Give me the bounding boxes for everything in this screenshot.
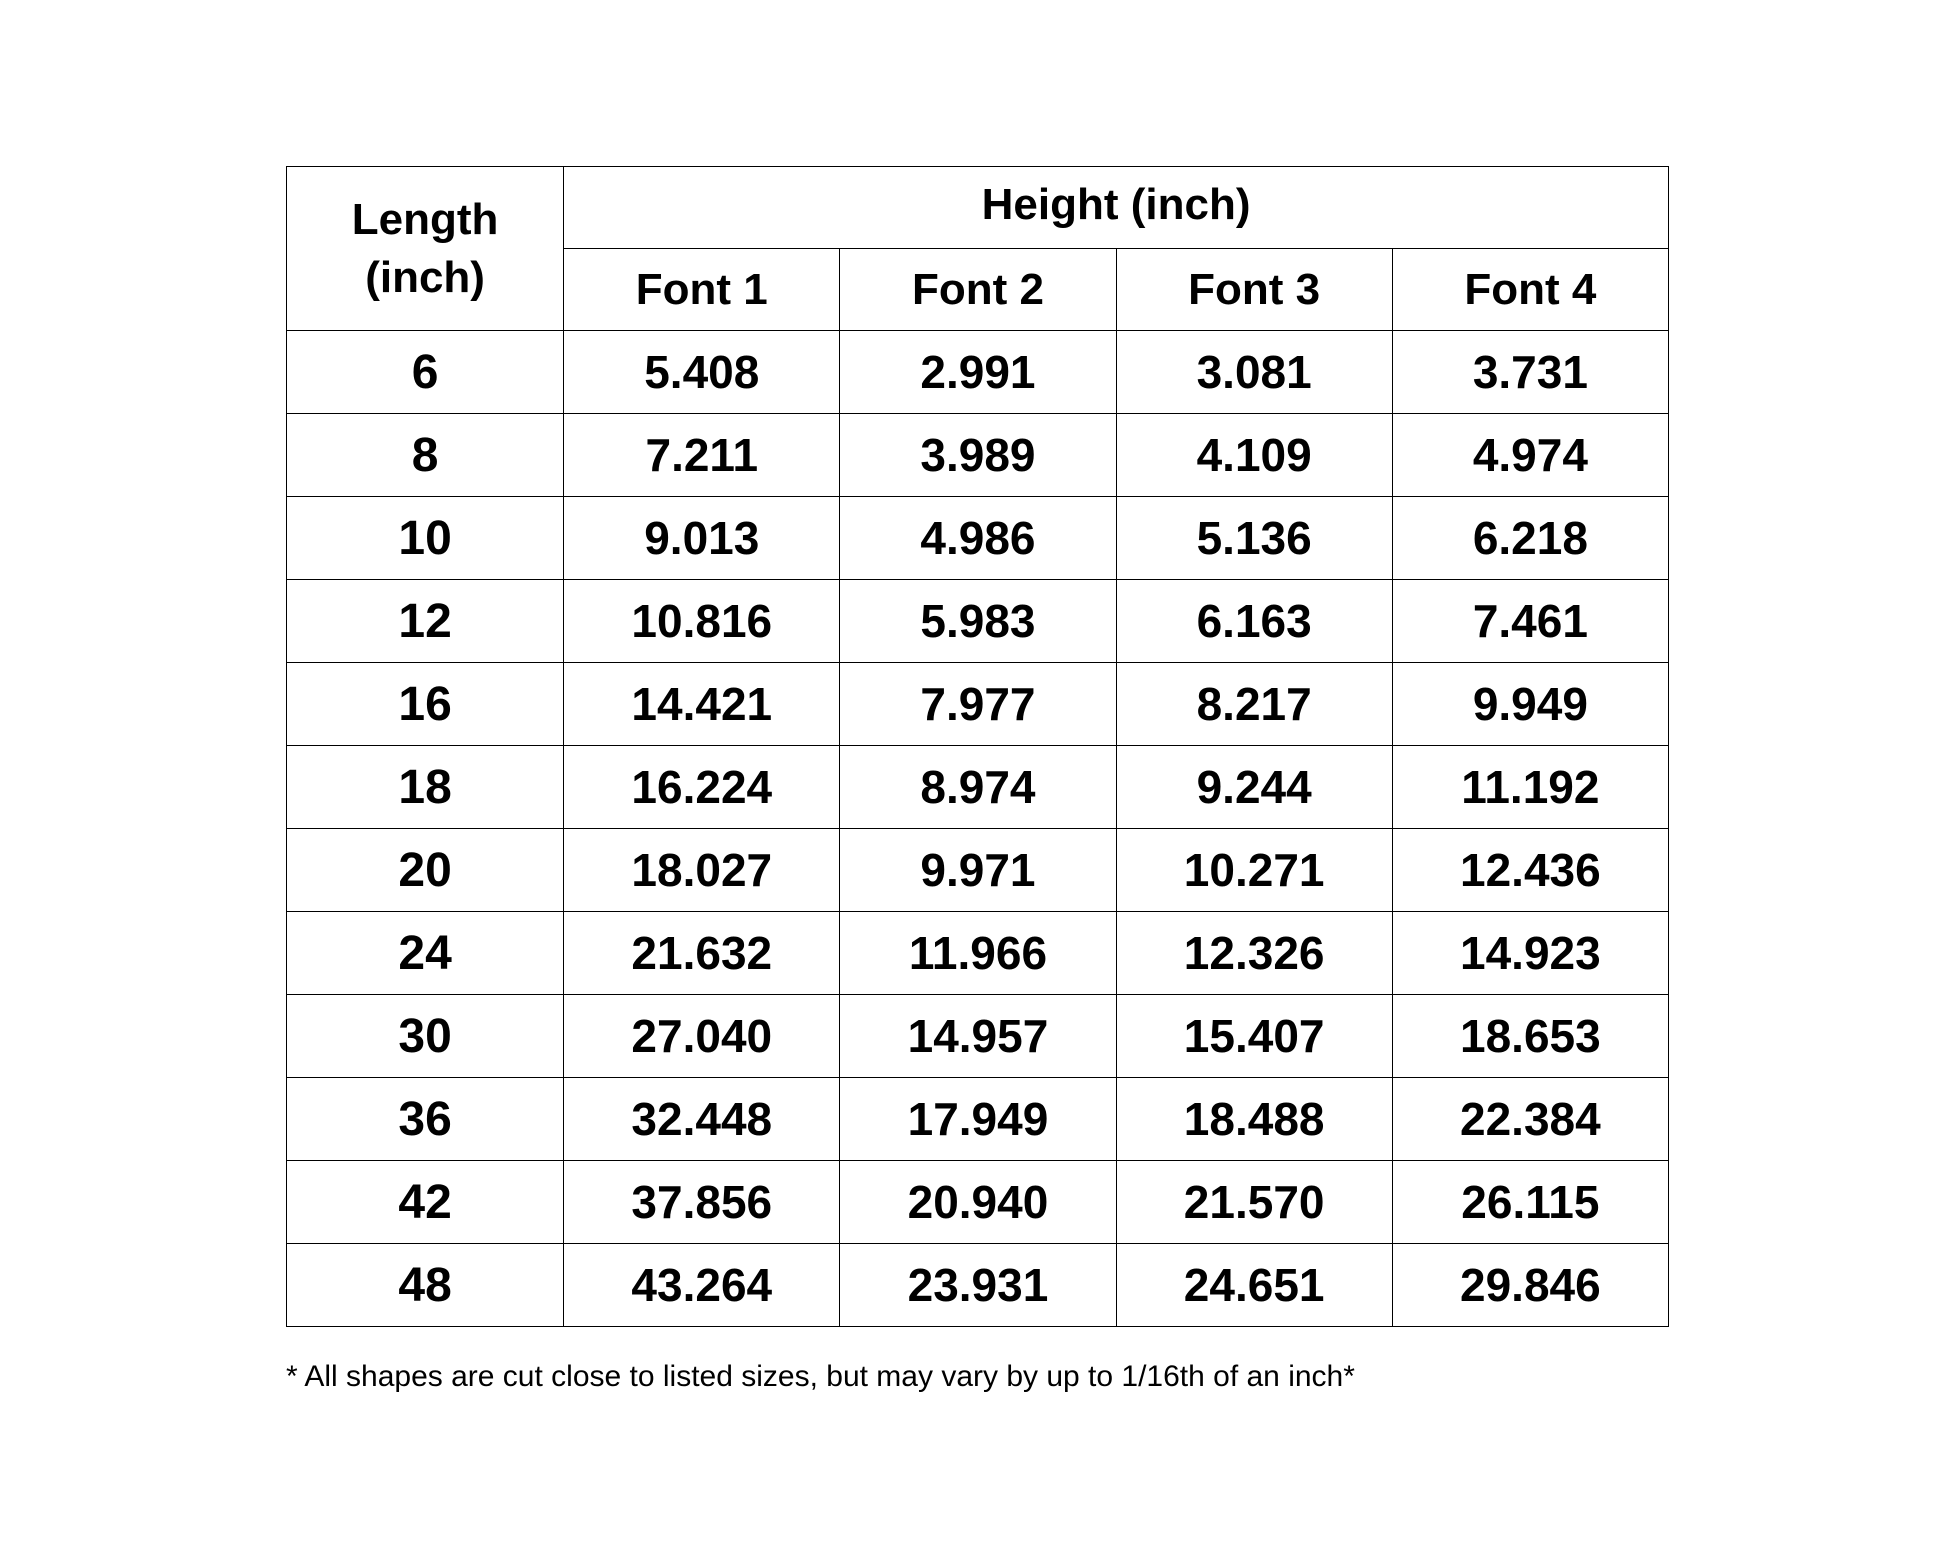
font-1-cell: 37.856 — [564, 1161, 840, 1244]
font-4-header: Font 4 — [1392, 249, 1668, 331]
font-1-cell: 21.632 — [564, 912, 840, 995]
table-row — [287, 497, 1669, 580]
font-3-cell: 15.407 — [1116, 995, 1392, 1078]
font-3-cell: 18.488 — [1116, 1078, 1392, 1161]
font-3-cell: 3.081 — [1116, 331, 1392, 414]
length-cell: 24 — [287, 912, 564, 995]
table-row — [287, 995, 1669, 1078]
font-2-cell: 3.989 — [840, 414, 1116, 497]
font-4-cell: 12.436 — [1392, 829, 1668, 912]
table-row — [287, 912, 1669, 995]
length-cell: 6 — [287, 331, 564, 414]
header-row-top — [287, 167, 1669, 249]
length-header-line-1: Length — [351, 194, 499, 244]
table-row — [287, 746, 1669, 829]
font-2-cell: 2.991 — [840, 331, 1116, 414]
font-2-cell: 8.974 — [840, 746, 1116, 829]
length-cell: 20 — [287, 829, 564, 912]
table-row — [287, 829, 1669, 912]
font-4-cell: 14.923 — [1392, 912, 1668, 995]
font-2-header: Font 2 — [840, 249, 1116, 331]
table-row — [287, 414, 1669, 497]
table-row — [287, 1078, 1669, 1161]
font-3-cell: 4.109 — [1116, 414, 1392, 497]
font-3-cell: 8.217 — [1116, 663, 1392, 746]
size-chart-table — [286, 166, 1669, 1327]
font-1-cell: 14.421 — [564, 663, 840, 746]
font-2-cell: 9.971 — [840, 829, 1116, 912]
length-cell: 36 — [287, 1078, 564, 1161]
font-4-cell: 18.653 — [1392, 995, 1668, 1078]
table-row — [287, 1161, 1669, 1244]
table-header — [287, 167, 1669, 331]
font-2-cell: 4.986 — [840, 497, 1116, 580]
font-2-cell: 5.983 — [840, 580, 1116, 663]
font-2-cell: 17.949 — [840, 1078, 1116, 1161]
font-1-cell: 7.211 — [564, 414, 840, 497]
font-1-cell: 9.013 — [564, 497, 840, 580]
table-row — [287, 580, 1669, 663]
font-4-cell: 29.846 — [1392, 1244, 1668, 1327]
font-4-cell: 4.974 — [1392, 414, 1668, 497]
font-1-cell: 10.816 — [564, 580, 840, 663]
font-2-cell: 11.966 — [840, 912, 1116, 995]
length-cell: 16 — [287, 663, 564, 746]
font-1-header: Font 1 — [564, 249, 840, 331]
length-cell: 12 — [287, 580, 564, 663]
footnote: * All shapes are cut close to listed sizes, but may vary by up to 1/16th of an inch* — [286, 1360, 1355, 1393]
font-2-cell: 23.931 — [840, 1244, 1116, 1327]
font-2-cell: 20.940 — [840, 1161, 1116, 1244]
length-cell: 42 — [287, 1161, 564, 1244]
font-4-cell: 7.461 — [1392, 580, 1668, 663]
length-cell: 18 — [287, 746, 564, 829]
height-group-header: Height (inch) — [564, 167, 1669, 249]
font-3-cell: 5.136 — [1116, 497, 1392, 580]
font-1-cell: 16.224 — [564, 746, 840, 829]
font-3-cell: 21.570 — [1116, 1161, 1392, 1244]
font-4-cell: 3.731 — [1392, 331, 1668, 414]
font-4-cell: 11.192 — [1392, 746, 1668, 829]
table-row — [287, 1244, 1669, 1327]
font-1-cell: 27.040 — [564, 995, 840, 1078]
table-row — [287, 663, 1669, 746]
table-row — [287, 331, 1669, 414]
font-1-cell: 32.448 — [564, 1078, 840, 1161]
length-column-header — [287, 167, 564, 331]
font-3-cell: 12.326 — [1116, 912, 1392, 995]
font-3-cell: 6.163 — [1116, 580, 1392, 663]
length-cell: 10 — [287, 497, 564, 580]
table-body — [287, 331, 1669, 1327]
font-3-cell: 9.244 — [1116, 746, 1392, 829]
font-1-cell: 18.027 — [564, 829, 840, 912]
length-header-line-2: (inch) — [365, 252, 485, 302]
font-1-cell: 5.408 — [564, 331, 840, 414]
length-cell: 30 — [287, 995, 564, 1078]
font-4-cell: 9.949 — [1392, 663, 1668, 746]
font-4-cell: 26.115 — [1392, 1161, 1668, 1244]
font-1-cell: 43.264 — [564, 1244, 840, 1327]
font-3-cell: 10.271 — [1116, 829, 1392, 912]
font-3-header: Font 3 — [1116, 249, 1392, 331]
font-4-cell: 22.384 — [1392, 1078, 1668, 1161]
length-cell: 8 — [287, 414, 564, 497]
length-cell: 48 — [287, 1244, 564, 1327]
font-3-cell: 24.651 — [1116, 1244, 1392, 1327]
font-2-cell: 7.977 — [840, 663, 1116, 746]
font-4-cell: 6.218 — [1392, 497, 1668, 580]
font-2-cell: 14.957 — [840, 995, 1116, 1078]
